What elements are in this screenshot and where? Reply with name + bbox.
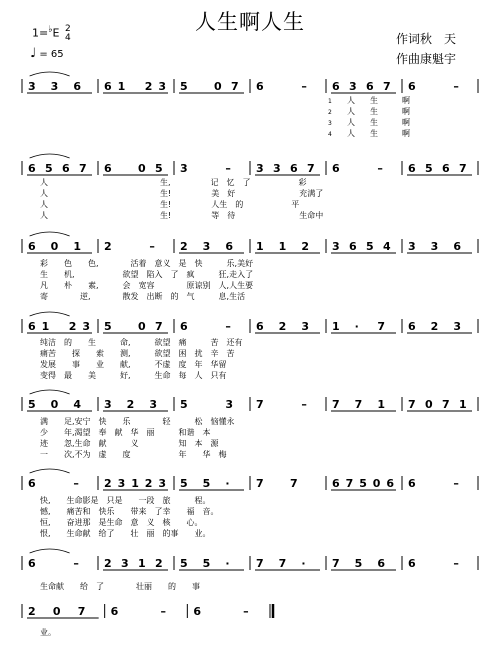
lyric-line: 彩 色 色, 活着 意义 是 快 乐,美好 — [40, 259, 254, 268]
note-digit: – — [301, 398, 307, 411]
note-digit: 1 — [459, 398, 467, 411]
note-digit: – — [243, 605, 249, 618]
note-digit: 3 — [332, 240, 340, 253]
lyric-syllable: 啊 — [402, 107, 410, 116]
note-digit: 0 — [214, 80, 222, 93]
note-digit: 7 — [231, 80, 239, 93]
lyric-syllable: 生 — [370, 129, 378, 138]
lyric-syllable: 生 — [370, 107, 378, 116]
note-digit: 5 — [180, 80, 188, 93]
note-digit: – — [160, 605, 166, 618]
lyric-line: 人 生! 等 待 生命中 — [40, 211, 324, 220]
note-digit: 3 — [349, 80, 357, 93]
note-digit: 2 — [104, 557, 112, 570]
note-digit: – — [73, 557, 79, 570]
note-digit: – — [301, 80, 307, 93]
lyric-syllable: 生 — [370, 118, 378, 127]
time-beats: 2 — [65, 23, 71, 34]
note-digit: 2 — [104, 240, 112, 253]
lyric-line: 变得 最 美 好, 生命 每 人 只有 — [40, 371, 227, 380]
lyric-syllable: 人 — [347, 107, 355, 116]
note-digit: 1 — [138, 557, 146, 570]
note-digit: 3 — [180, 162, 188, 175]
note-digit: 7 — [354, 398, 363, 411]
verse-number: 4 — [328, 131, 332, 138]
lyric-line: 发展 事 业 献, 不虚 度 年 华留 — [40, 360, 227, 369]
note-digit: 5 — [45, 162, 53, 175]
note-digit: 6 — [28, 162, 36, 175]
note-digit: 6 — [290, 162, 298, 175]
note-digit: 4 — [383, 240, 391, 253]
note-digit: 1 — [377, 398, 385, 411]
note-digit: 0 — [50, 240, 59, 253]
note-digit: 0 — [372, 477, 381, 490]
note-digit: · — [354, 320, 359, 333]
note-digit: 3 — [430, 240, 439, 253]
lyric-syllable: 人 — [347, 129, 355, 138]
note-digit: 2 — [155, 557, 163, 570]
slur-mark — [30, 469, 70, 473]
note-digit: 2 — [144, 477, 153, 490]
note-digit: – — [453, 477, 459, 490]
song-title: 人生啊人生 — [195, 10, 305, 34]
note-digit: 6 — [28, 557, 36, 570]
note-digit: 3 — [225, 398, 233, 411]
note-digit: 6 — [256, 320, 264, 333]
note-digit: · — [225, 557, 230, 570]
note-digit: 5 — [180, 398, 188, 411]
note-digit: 2 — [104, 477, 112, 490]
note-digit: – — [453, 557, 459, 570]
note-digit: 1 — [41, 320, 50, 333]
note-digit: 7 — [345, 477, 354, 490]
note-digit: 6 — [193, 605, 201, 618]
note-digit: 3 — [117, 477, 126, 490]
note-digit: · — [301, 557, 306, 570]
note-digit: 7 — [332, 557, 340, 570]
tempo-value: = 65 — [39, 49, 64, 60]
quarter-note-icon: ♩ — [30, 46, 37, 61]
note-digit: – — [225, 320, 231, 333]
lyric-syllable: 啊 — [402, 129, 410, 138]
note-digit: 3 — [408, 240, 416, 253]
note-digit: 3 — [28, 80, 36, 93]
note-digit: 3 — [50, 80, 59, 93]
lyric-line: 业。 — [40, 628, 56, 637]
note-digit: 6 — [408, 320, 416, 333]
lyric-line: 人 生! 美 好 充满了 — [40, 189, 324, 198]
note-digit: 6 — [332, 162, 340, 175]
note-digit: 6 — [332, 80, 340, 93]
lyric-line: 凡 朴 素, 会 宽容 原谅别 人,人生要 — [40, 281, 254, 290]
slur-mark — [30, 232, 70, 236]
verse-number: 1 — [328, 98, 332, 105]
note-digit: 6 — [28, 477, 36, 490]
note-digit: 2 — [126, 398, 135, 411]
note-digit: 6 — [408, 557, 416, 570]
note-digit: 7 — [79, 162, 87, 175]
lyric-line: 恨, 生命献 给了 壮 丽 的事 业。 — [40, 529, 211, 538]
note-digit: 7 — [377, 320, 385, 333]
note-digit: 0 — [138, 320, 146, 333]
note-digit: 7 — [459, 162, 467, 175]
note-digit: 7 — [332, 398, 340, 411]
lyric-line: 痛苦 探 索 测, 欲望 困 扰 辛 苦 — [40, 349, 235, 358]
lyric-line: 恒, 奋进那 是生命 意 义 核 心。 — [40, 518, 203, 527]
note-digit: 4 — [73, 398, 81, 411]
note-digit: 5 — [180, 477, 188, 490]
key-prefix: 1= — [32, 26, 49, 40]
note-digit: 5 — [202, 557, 211, 570]
note-digit: 6 — [110, 605, 119, 618]
note-digit: – — [377, 162, 383, 175]
note-digit: 3 — [158, 477, 167, 490]
note-digit: 3 — [104, 398, 112, 411]
note-digit: 5 — [354, 557, 363, 570]
note-digit: 5 — [366, 240, 374, 253]
note-digit: 6 — [366, 80, 374, 93]
note-digit: 6 — [180, 320, 188, 333]
note-digit: 1 — [117, 80, 126, 93]
note-digit: 7 — [442, 398, 450, 411]
note-digit: 2 — [28, 605, 36, 618]
lyric-line: 纯洁 的 生 命, 欲望 痛 苦 还有 — [40, 338, 243, 347]
note-digit: 3 — [273, 162, 281, 175]
lyric-line: 人 生, 记 忆 了 彩 — [40, 178, 307, 187]
note-digit: 0 — [50, 398, 59, 411]
note-digit: 1 — [131, 477, 139, 490]
note-digit: 1 — [332, 320, 340, 333]
note-digit: 0 — [52, 605, 61, 618]
note-digit: 7 — [256, 557, 264, 570]
note-digit: 1 — [73, 240, 81, 253]
note-digit: 6 — [28, 320, 36, 333]
note-digit: 3 — [158, 80, 167, 93]
lyric-line: 生 机, 欲望 陷入 了 疯 狂,走入了 — [40, 270, 254, 279]
lyricist-credit: 作词秋 天 — [396, 32, 457, 46]
note-digit: 6 — [225, 240, 233, 253]
note-digit: 5 — [28, 398, 36, 411]
time-unit: 4 — [65, 32, 71, 43]
note-digit: 6 — [442, 162, 450, 175]
note-digit: – — [149, 240, 155, 253]
note-digit: 1 — [256, 240, 264, 253]
slur-mark — [30, 154, 70, 158]
note-digit: 7 — [256, 398, 264, 411]
note-digit: 6 — [62, 162, 70, 175]
note-digit: 2 — [278, 320, 287, 333]
lyric-line: 迹 忽,生命 献 义 知 本 源 — [40, 439, 227, 448]
note-digit: 5 — [155, 162, 163, 175]
note-digit: 3 — [149, 398, 157, 411]
note-digit: 3 — [301, 320, 309, 333]
slur-mark — [30, 390, 70, 394]
note-digit: 6 — [104, 162, 112, 175]
note-digit: 2 — [430, 320, 439, 333]
note-digit: – — [73, 477, 79, 490]
note-digit: 7 — [408, 398, 416, 411]
note-digit: 7 — [155, 320, 163, 333]
note-digit: 3 — [121, 557, 129, 570]
note-digit: 0 — [425, 398, 433, 411]
note-digit: 6 — [73, 80, 81, 93]
lyric-line: 寄 逆, 散发 出断 的 气 息,生活 — [40, 292, 246, 301]
lyric-syllable: 人 — [347, 96, 355, 105]
note-digit: 6 — [332, 477, 340, 490]
note-digit: 6 — [408, 477, 416, 490]
key-tonic: E — [52, 26, 60, 40]
note-digit: 7 — [278, 557, 287, 570]
note-digit: – — [453, 80, 459, 93]
note-digit: 2 — [301, 240, 309, 253]
lyric-line: 少 年,渴望 奉 献 华 丽 和谐 本 — [40, 428, 227, 437]
note-digit: 6 — [377, 557, 385, 570]
note-digit: 5 — [180, 557, 188, 570]
lyric-syllable: 人 — [347, 118, 355, 127]
note-digit: 5 — [202, 477, 211, 490]
note-digit: 7 — [307, 162, 315, 175]
note-digit: 2 — [68, 320, 77, 333]
verse-number: 3 — [328, 120, 332, 127]
note-digit: 6 — [386, 477, 395, 490]
lyric-line: 一 次,不为 虚 度 年 华 梅 — [40, 450, 227, 459]
lyric-line: 憾, 痛苦和 快乐 带来 了幸 福 音。 — [40, 507, 219, 516]
lyric-syllable: 啊 — [402, 118, 410, 127]
composer-credit: 作曲康魁宇 — [396, 52, 457, 66]
slur-mark — [30, 549, 70, 553]
note-digit: 6 — [349, 240, 357, 253]
note-digit: 6 — [453, 240, 461, 253]
note-digit: 2 — [180, 240, 188, 253]
note-digit: 1 — [278, 240, 287, 253]
lyric-line: 人 生! 人生 的 平 — [40, 200, 300, 209]
note-digit: 3 — [82, 320, 91, 333]
slur-mark — [30, 72, 70, 76]
note-digit: 6 — [408, 80, 416, 93]
note-digit: 3 — [256, 162, 264, 175]
lyric-syllable: 啊 — [402, 96, 410, 105]
note-digit: 3 — [453, 320, 461, 333]
note-digit: · — [225, 477, 230, 490]
note-digit: 0 — [138, 162, 146, 175]
lyric-syllable: 生 — [370, 96, 378, 105]
note-digit: 5 — [359, 477, 367, 490]
note-digit: 7 — [290, 477, 298, 490]
slur-mark — [30, 312, 70, 316]
verse-number: 2 — [328, 109, 332, 116]
note-digit: 3 — [202, 240, 211, 253]
note-digit: 6 — [408, 162, 416, 175]
lyric-line: 满 足,安宁 快 乐 轻 松 恼懂永 — [40, 417, 235, 426]
note-digit: 5 — [425, 162, 433, 175]
lyric-line: 生命献 给 了 壮丽 的 事 — [40, 582, 200, 591]
key-accidental: ♭ — [48, 24, 53, 35]
note-digit: 5 — [104, 320, 112, 333]
note-digit: 7 — [256, 477, 264, 490]
note-digit: – — [225, 162, 231, 175]
note-digit: 6 — [104, 80, 112, 93]
note-digit: 7 — [383, 80, 391, 93]
note-digit: 7 — [77, 605, 86, 618]
note-digit: 6 — [256, 80, 264, 93]
lyric-line: 快, 生命影是 只是 一段 旅 程。 — [40, 496, 211, 505]
note-digit: 6 — [28, 240, 36, 253]
note-digit: 2 — [144, 80, 153, 93]
